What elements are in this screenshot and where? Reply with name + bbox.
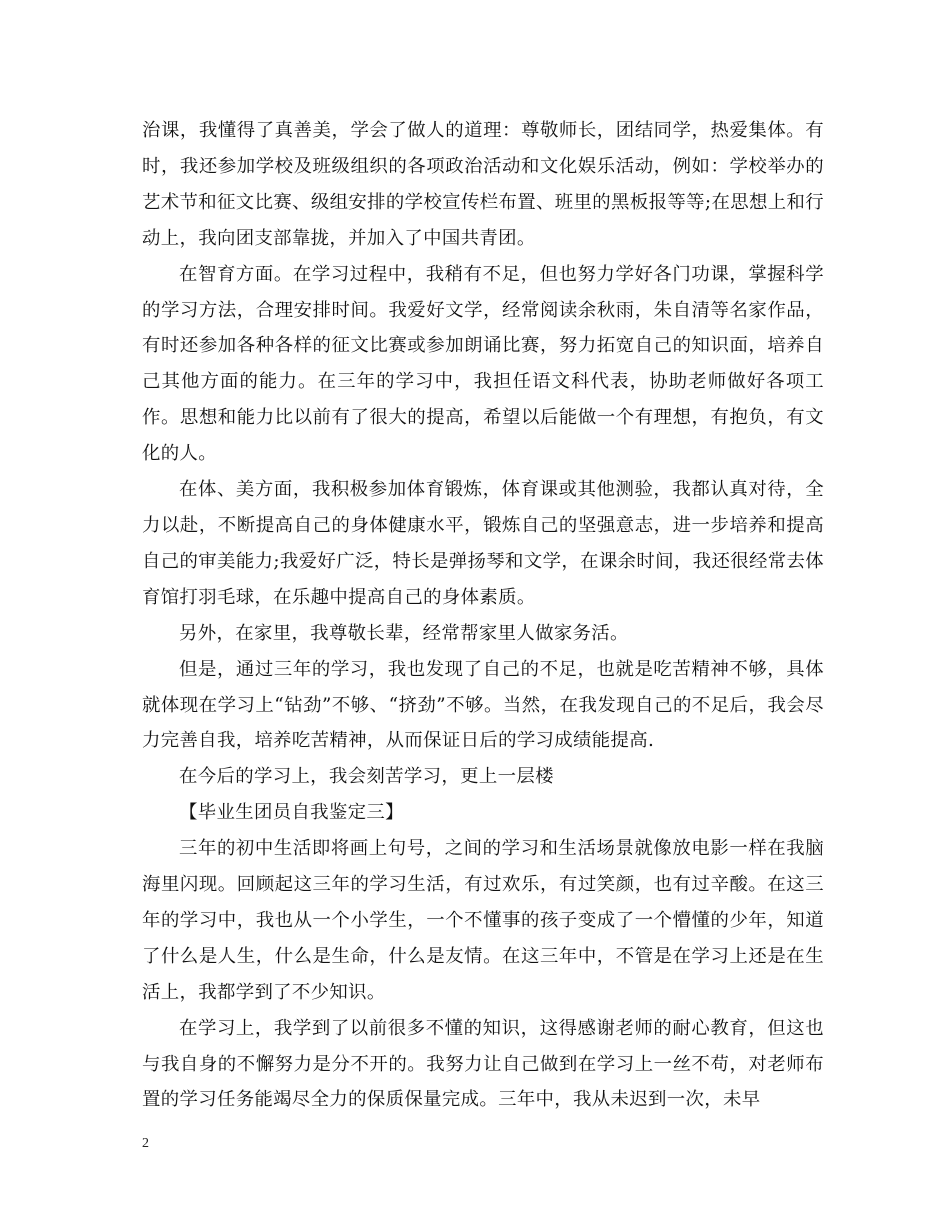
paragraph: 另外，在家里，我尊敬长辈，经常帮家里人做家务活。 (179, 622, 629, 644)
paragraph: 三年的初中生活即将画上句号，之间的学习和生活场景就像放电影一样在我脑海里闪现。回顾起这三年的学习生活，有过欢乐，有过笑颜，也有过辛酸。在这三年的学习中，我也从一个小学生，一个不懂事的孩子变成了一个懵懂的少年，知道了什么是人生，什么是生命，什么是友情。在这三年中，不管是在学习上还是在生活上，我都学到了不少知识。 (142, 838, 824, 1003)
document-body (142, 113, 824, 1118)
paragraph: 在今后的学习上，我会刻苦学习，更上一层楼 (179, 766, 554, 788)
paragraph: 但是，通过三年的学习，我也发现了自己的不足，也就是吃苦精神不够，具体就体现在学习上“钻劲”不够、“挤劲”不够。当然，在我发现自己的不足后，我会尽力完善自我，培养吃苦精神，从而保证日后的学习成绩能提高. (142, 658, 824, 752)
paragraph: 在智育方面。在学习过程中，我稍有不足，但也努力学好各门功课，掌握科学的学习方法，合理安排时间。我爱好文学，经常阅读余秋雨，朱自清等名家作品，有时还参加各种各样的征文比赛或参加朗诵比赛，努力拓宽自己的知识面，培养自己其他方面的能力。在三年的学习中，我担任语文科代表，协助老师做好各项工作。思想和能力比以前有了很大的提高，希望以后能做一个有理想，有抱负，有文化的人。 (142, 263, 824, 465)
page-number: 2 (142, 1136, 149, 1151)
paragraph: 在学习上，我学到了以前很多不懂的知识，这得感谢老师的耐心教育，但这也与我自身的不懈努力是分不开的。我努力让自己做到在学习上一丝不苟，对老师布置的学习任务能竭尽全力的保质保量完成。三年中，我从未迟到一次，未早 (142, 1017, 824, 1111)
paragraph: 治课，我懂得了真善美，学会了做人的道理：尊敬师长，团结同学，热爱集体。有时，我还参加学校及班级组织的各项政治活动和文化娱乐活动，例如：学校举办的艺术节和征文比赛、级组安排的学校宣传栏布置、班里的黑板报等等;在思想上和行动上，我向团支部靠拢，并加入了中国共青团。 (142, 120, 824, 249)
section-heading: 【毕业生团员自我鉴定三】 (179, 802, 404, 824)
paragraph: 在体、美方面，我积极参加体育锻炼，体育课或其他测验，我都认真对待，全力以赴，不断提高自己的身体健康水平，锻炼自己的坚强意志，进一步培养和提高自己的审美能力;我爱好广泛，特长是弹扬琴和文学，在课余时间，我还很经常去体育馆打羽毛球，在乐趣中提高自己的身体素质。 (142, 479, 824, 608)
